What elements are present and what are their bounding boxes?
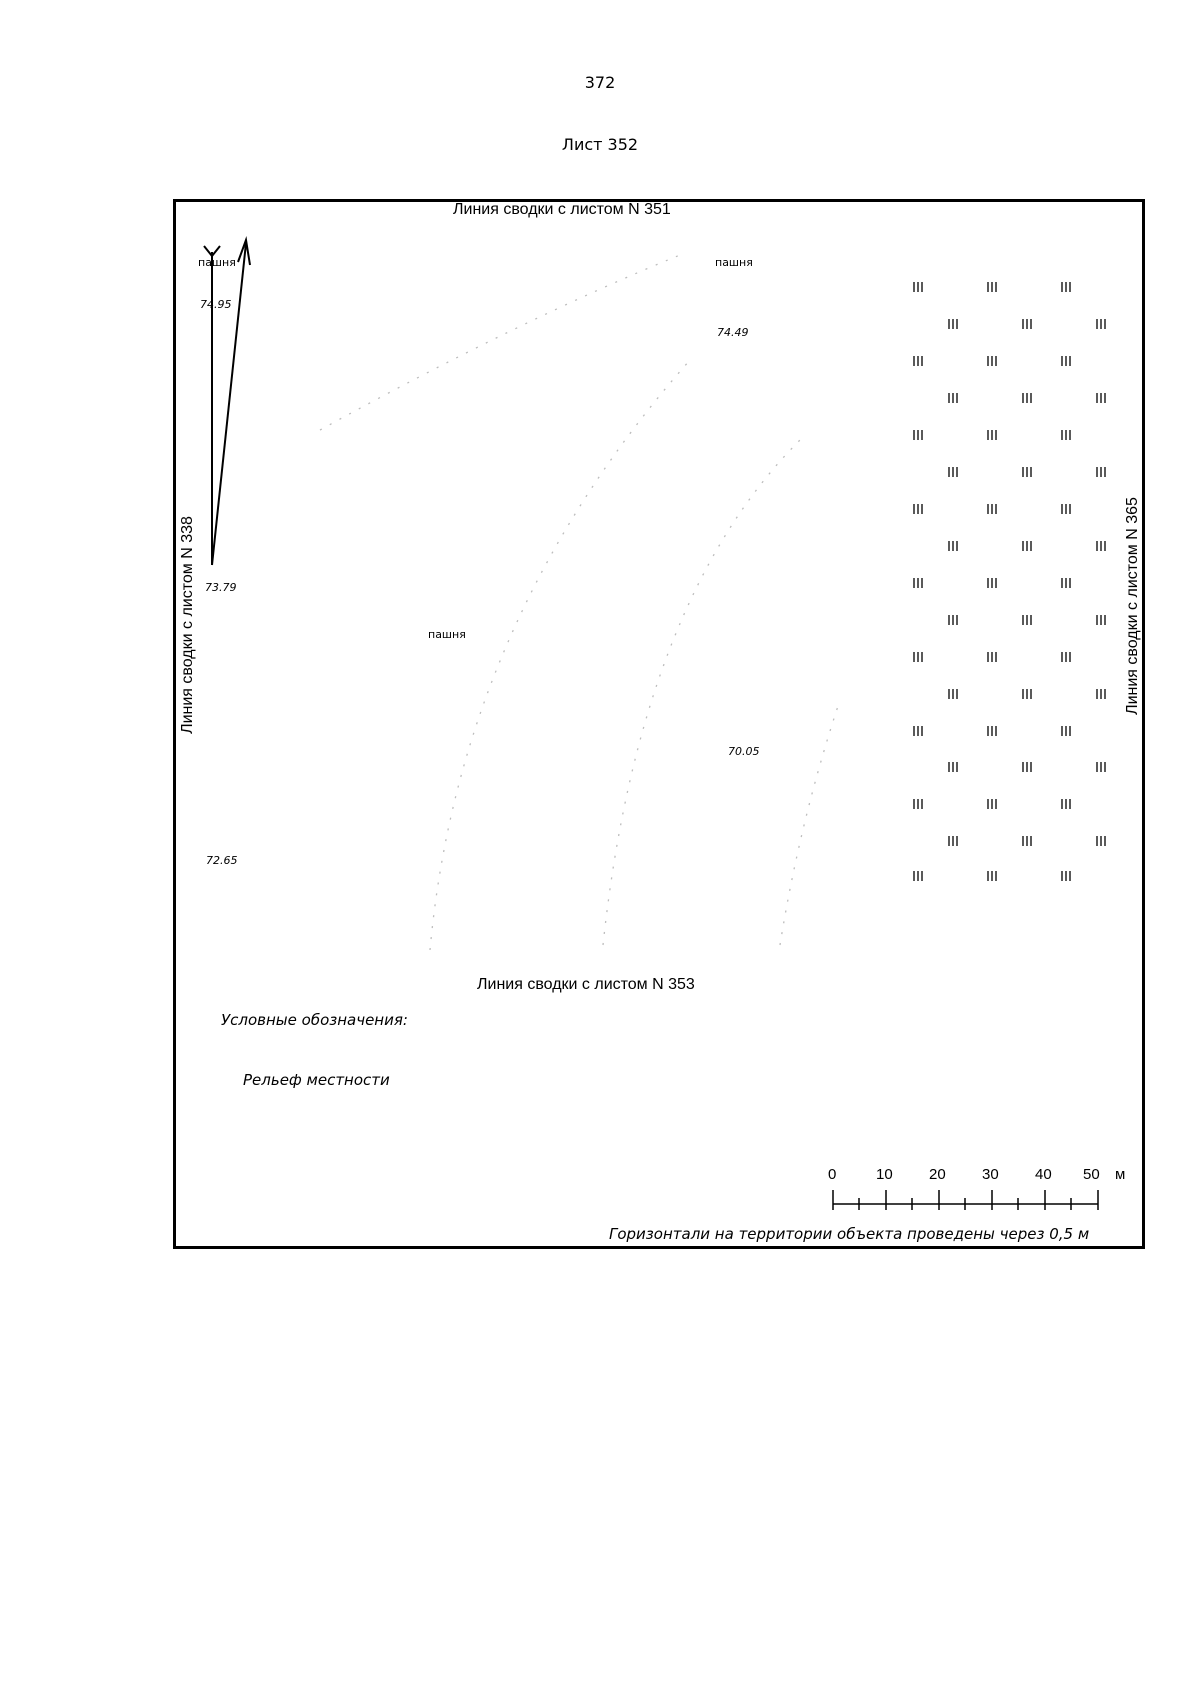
meadow-symbol-icon [914, 871, 922, 881]
meadow-symbol-icon [1023, 836, 1031, 846]
edge-label-bottom: Линия сводки с листом N 353 [477, 976, 695, 993]
meadow-symbol-grid [914, 282, 1105, 881]
meadow-symbol-icon [914, 356, 922, 366]
meadow-symbol-icon [949, 762, 957, 772]
meadow-symbol-icon [1062, 799, 1070, 809]
meadow-symbol-icon [1023, 615, 1031, 625]
edge-label-right: Линия сводки с листом N 365 [1124, 497, 1141, 715]
meadow-symbol-icon [949, 393, 957, 403]
scale-mark: 20 [929, 1166, 946, 1183]
meadow-symbol-icon [1023, 393, 1031, 403]
scale-mark: 10 [876, 1166, 893, 1183]
meadow-symbol-icon [988, 871, 996, 881]
meadow-symbol-icon [988, 356, 996, 366]
meadow-symbol-icon [1097, 762, 1105, 772]
meadow-symbol-icon [1097, 541, 1105, 551]
north-arrow-icon [204, 240, 250, 565]
scale-mark: 30 [982, 1166, 999, 1183]
meadow-symbol-icon [1023, 467, 1031, 477]
elevation-mark: 73.79 [205, 581, 237, 594]
land-label: пашня [715, 256, 753, 269]
meadow-symbol-icon [1062, 430, 1070, 440]
elevation-mark: 74.49 [717, 326, 749, 339]
meadow-symbol-icon [914, 282, 922, 292]
meadow-symbol-icon [949, 615, 957, 625]
meadow-symbol-icon [914, 430, 922, 440]
sheet-title: Лист 352 [561, 135, 639, 154]
meadow-symbol-icon [988, 578, 996, 588]
meadow-symbol-icon [988, 504, 996, 514]
scale-mark: 50 [1083, 1166, 1100, 1183]
meadow-symbol-icon [1062, 871, 1070, 881]
meadow-symbol-icon [1062, 504, 1070, 514]
elevation-mark: 74.95 [200, 298, 232, 311]
elevation-mark: 72.65 [206, 854, 238, 867]
meadow-symbol-icon [914, 504, 922, 514]
meadow-symbol-icon [1062, 578, 1070, 588]
page-number: 372 [584, 73, 616, 92]
edge-label-left: Линия сводки с листом N 338 [179, 516, 196, 734]
scale-mark: 0 [828, 1166, 837, 1183]
meadow-symbol-icon [949, 836, 957, 846]
edge-label-top: Линия сводки с листом N 351 [453, 201, 671, 218]
contour-lines [320, 255, 840, 950]
meadow-symbol-icon [949, 541, 957, 551]
meadow-symbol-icon [1062, 356, 1070, 366]
elevation-mark: 70.05 [728, 745, 760, 758]
meadow-symbol-icon [988, 652, 996, 662]
meadow-symbol-icon [988, 282, 996, 292]
meadow-symbol-icon [1097, 689, 1105, 699]
footnote: Горизонтали на территории объекта проведены через 0,5 м [609, 1225, 1090, 1243]
land-label: пашня [428, 628, 466, 641]
land-label: пашня [198, 256, 236, 269]
scale-mark: 40 [1035, 1166, 1052, 1183]
meadow-symbol-icon [1097, 467, 1105, 477]
meadow-symbol-icon [1023, 689, 1031, 699]
meadow-symbol-icon [1097, 393, 1105, 403]
meadow-symbol-icon [949, 467, 957, 477]
meadow-symbol-icon [988, 799, 996, 809]
meadow-symbol-icon [1023, 319, 1031, 329]
meadow-symbol-icon [914, 652, 922, 662]
scale-unit: м [1115, 1166, 1126, 1183]
meadow-symbol-icon [1062, 282, 1070, 292]
meadow-symbol-icon [1097, 615, 1105, 625]
meadow-symbol-icon [914, 799, 922, 809]
meadow-symbol-icon [1062, 652, 1070, 662]
meadow-symbol-icon [949, 319, 957, 329]
meadow-symbol-icon [1062, 726, 1070, 736]
meadow-symbol-icon [914, 726, 922, 736]
meadow-symbol-icon [1023, 541, 1031, 551]
meadow-symbol-icon [1023, 762, 1031, 772]
meadow-symbol-icon [988, 430, 996, 440]
meadow-symbol-icon [1097, 319, 1105, 329]
meadow-symbol-icon [1097, 836, 1105, 846]
legend-title: Условные обозначения: [221, 1011, 408, 1029]
scale-bar [833, 1190, 1098, 1210]
meadow-symbol-icon [949, 689, 957, 699]
meadow-symbol-icon [914, 578, 922, 588]
meadow-symbol-icon [988, 726, 996, 736]
legend-item-relief: Рельеф местности [243, 1071, 390, 1089]
